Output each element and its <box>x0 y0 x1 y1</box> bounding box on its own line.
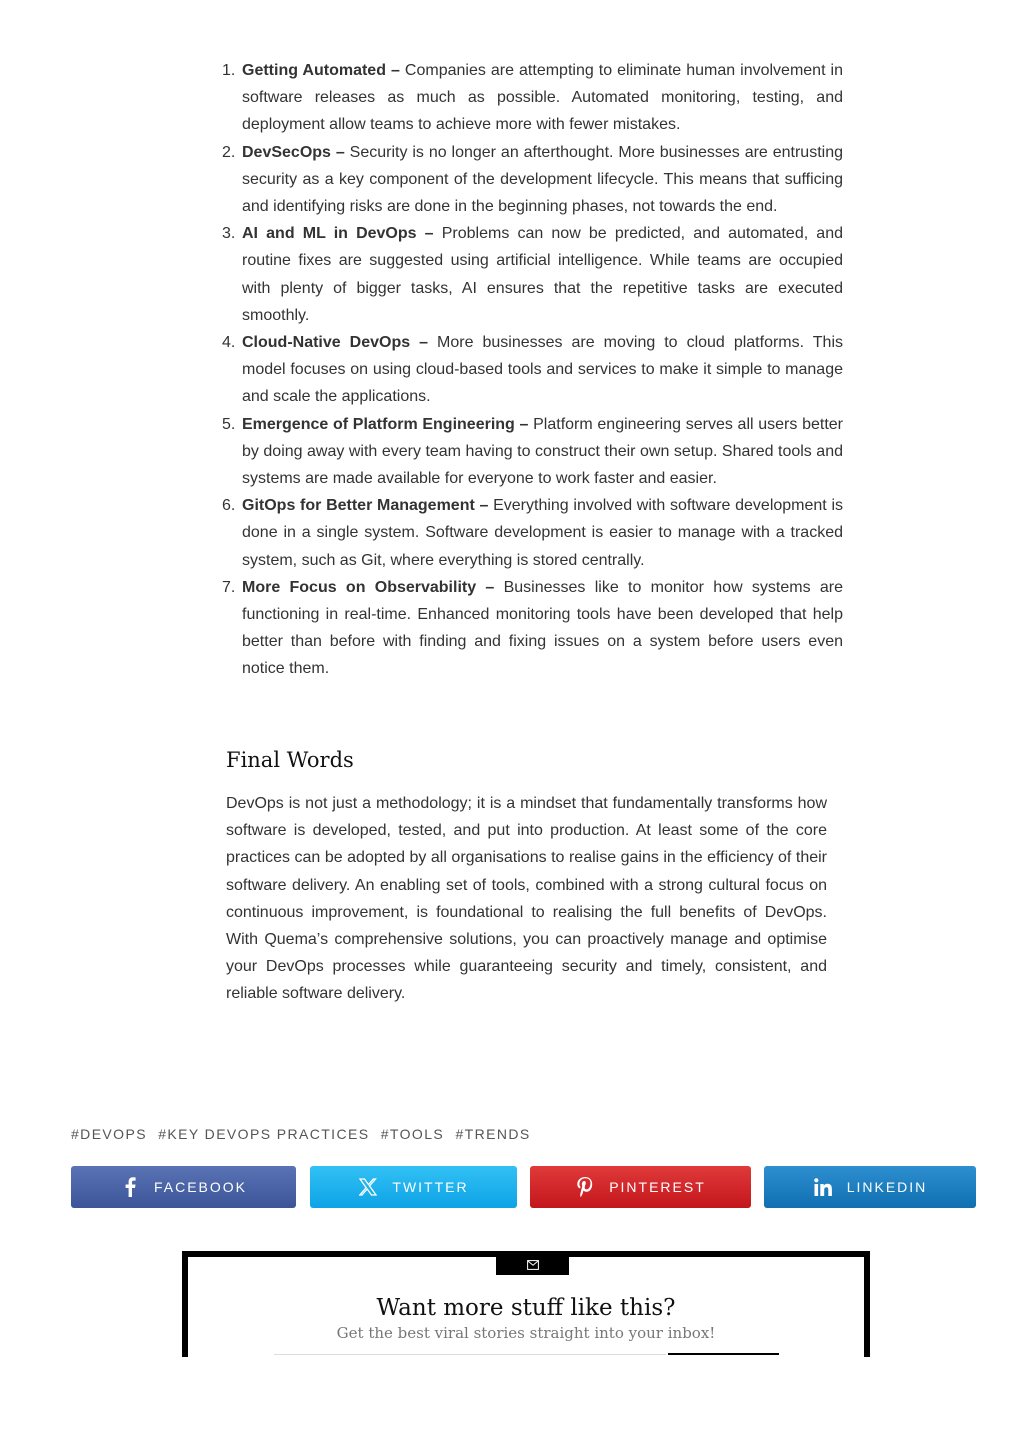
list-item-text: Security is no longer an afterthought. More businesses are entrusting security as a key component of the development lifecycle. This means that sufficing and identifying risks are done in the beginning phases, not towards the end. <box>242 143 844 216</box>
list-item-text: More businesses are moving to cloud platforms. This model focuses on using cloud-based tools and services to make it simple to manage and scale the applications. <box>242 334 843 406</box>
share-twitter-label: TWITTER <box>392 1179 469 1195</box>
list-item: 4. Cloud-Native DevOps – More businesses are moving to cloud platforms. This model focuses on using cloud-based tools and services to make it simple to manage and scale the applications. <box>222 334 843 406</box>
mail-icon <box>527 1257 539 1275</box>
tag-link[interactable]: #KEY DEVOPS PRACTICES <box>158 1126 370 1142</box>
list-item-title: Cloud-Native DevOps – <box>242 334 429 352</box>
tag-link[interactable]: #TRENDS <box>455 1126 531 1142</box>
share-pinterest-button[interactable] <box>530 1166 751 1208</box>
list-item-text: Businesses like to monitor how systems are functioning in real-time. Enhanced monitoring tools have been developed that help better than before with finding and fixing issues on a system before users even notice them. <box>242 578 843 678</box>
tag-link[interactable]: #TOOLS <box>380 1126 445 1142</box>
list-item: 1. Getting Automated – Companies are attempting to eliminate human involvement in software releases as much as possible. Automated monitoring, testing, and deployment allow teams to achieve more with fewer mistakes. <box>222 62 843 134</box>
section-heading: Final Words <box>226 748 354 772</box>
facebook-icon <box>120 1177 140 1197</box>
list-item: 6. GitOps for Better Management – Everything involved with software development is done in a single system. Software development is easier to manage with a tracked system, such as Git, where everything is stored centrally. <box>222 497 844 569</box>
newsletter-tab <box>496 1256 569 1275</box>
list-item-title: GitOps for Better Management – <box>242 497 489 515</box>
newsletter-title: Want more stuff like this? <box>376 1295 676 1321</box>
list-item-text: Everything involved with software development is done in a single system. Software development is easier to manage with a tracked system, such as Git, where everything is stored centrally. <box>242 497 844 569</box>
share-facebook-button[interactable] <box>71 1166 296 1208</box>
list-item: 3. AI and ML in DevOps – Problems can now be predicted, and automated, and routine fixes are suggested using artificial intelligence. While teams are occupied with plenty of bigger tasks, AI ensures that the repetitive tasks are executed smoothly. <box>222 225 844 324</box>
share-twitter-button[interactable] <box>310 1166 517 1208</box>
email-field[interactable] <box>274 1354 666 1358</box>
newsletter-box <box>182 1251 870 1357</box>
list-item-text: Companies are attempting to eliminate human involvement in software releases as much as possible. Automated monitoring, testing, and deployment allow teams to achieve more with fewer mistakes. <box>242 62 843 134</box>
list-item-text: Platform engineering serves all users better by doing away with every team having to construct their own setup. Shared tools and systems are made available for everyone to work faster and easier. <box>242 415 843 488</box>
list-item-text: Problems can now be predicted, and automated, and routine fixes are suggested using artificial intelligence. While teams are occupied with plenty of bigger tasks, AI ensures that the repetitive tasks are executed smoothly. <box>242 225 844 324</box>
linkedin-icon <box>813 1177 833 1197</box>
list-item: 7. More Focus on Observability – Businesses like to monitor how systems are functioning in real-time. Enhanced monitoring tools have been developed that help better than before with finding and fixing issues on a system before users even notice them. <box>222 578 843 678</box>
share-facebook-label: FACEBOOK <box>153 1179 248 1195</box>
share-linkedin-button[interactable] <box>764 1166 976 1208</box>
pinterest-icon <box>575 1177 595 1197</box>
list-item-title: Getting Automated – <box>242 62 400 79</box>
newsletter-subtitle: Get the best viral stories straight into your inbox! <box>336 1324 716 1342</box>
share-pinterest-label: PINTEREST <box>609 1179 706 1195</box>
final-paragraph: DevOps is not just a methodology; it is a mindset that fundamentally transforms how software is developed, tested, and put into production. At least some of the core practices can be adopted by all organisations to realise gains in the efficiency of their software delivery. An enabling set of tools, combined with a strong cultural focus on continuous improvement, is foundational to realising the full benefits of DevOps. With Quema’s comprehensive solutions, you can proactively manage and optimise your DevOps processes while guaranteeing security and timely, consistent, and reliable software delivery. <box>226 795 827 1003</box>
list-item: 2. DevSecOps – Security is no longer an afterthought. More businesses are entrusting security as a key component of the development lifecycle. This means that sufficing and identifying risks are done in the beginning phases, not towards the end. <box>222 143 844 216</box>
tag-list <box>71 1126 537 1142</box>
share-linkedin-label: LINKEDIN <box>846 1179 928 1195</box>
list-item-title: More Focus on Observability – <box>242 578 495 596</box>
list-item-title: AI and ML in DevOps – <box>242 225 434 243</box>
list-item-title: DevSecOps – <box>242 143 345 161</box>
list-item-title: Emergence of Platform Engineering – <box>242 415 529 433</box>
trends-list <box>222 57 844 683</box>
tag-link[interactable]: #DEVOPS <box>71 1126 147 1142</box>
list-item: 5. Emergence of Platform Engineering – Platform engineering serves all users better by doing away with every team having to construct their own setup. Shared tools and systems are made available for everyone to work faster and easier. <box>222 415 843 488</box>
article-body <box>222 57 844 683</box>
x-icon <box>358 1177 378 1197</box>
subscribe-button[interactable] <box>668 1353 779 1359</box>
